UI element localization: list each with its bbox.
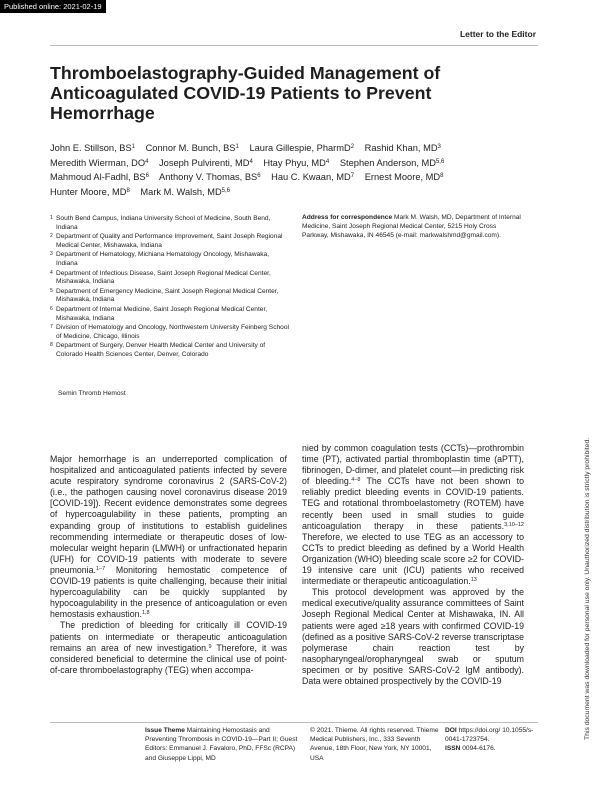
affiliation-item: 8 Department of Surgery, Denver Health Medical Center and University of Colorado Health Sciences Center, Denver, Colorado (50, 342, 266, 358)
author-name: Htay Phyu, $MD^4$ (263, 157, 330, 168)
article-title: Thromboelastography-Guided Management of Anticoagulated COVID-19 Patients to Prevent Hemorrhage (50, 63, 441, 123)
body-column-right (302, 443, 524, 687)
affiliation-item: 4 Department of Infectious Disease, Saint Joseph Regional Medical Center, Mishawaka, Indiana (50, 269, 271, 286)
affiliation-list (50, 215, 290, 361)
citation-ref[interactable]: 13 (470, 577, 477, 584)
copyright-notice: © 2021. Thieme. All rights reserved. Thieme Medical Publishers, Inc., 333 Seventh Avenue, 18th Floor, New York, NY 10001, USA (310, 727, 439, 762)
affiliation-item: 3 Department of Hematology, Michiana Hematology Oncology, Mishawaka, Indiana (50, 251, 270, 267)
affiliation-item: 5 Department of Emergency Medicine, Saint Joseph Regional Medical Center, Mishawaka, Indiana (50, 287, 279, 304)
doi-issn-block: DOI https://doi.org/ 10.1055/s-0041-1723754. ISSN 0094-6176. (445, 727, 534, 753)
citation-ref[interactable]: 9 (208, 643, 212, 650)
issue-theme: Issue Theme Maintaining Hemostasis and Preventing Thrombosis in COVID-19—Part II; Guest Editors: Emmanuel J. Favaloro, PhD, FFSc (RCPA) and Giuseppe Lippi, MD (145, 727, 298, 762)
section-label: Letter to the Editor (459, 29, 536, 39)
doi-link[interactable]: https://doi.org/ 10.1055/s-0041-1723754. (445, 727, 534, 744)
affiliation-item: 1 South Bend Campus, Indiana University School of Medicine, South Bend, Indiana (50, 215, 271, 231)
author-name: Stephen Anderson, MD$^{5,6}$ (339, 157, 445, 168)
header-divider (50, 45, 538, 46)
body-column-left (50, 454, 287, 676)
published-online-banner: Published online: 2021-02-19 (0, 0, 106, 13)
affiliation-item: 2 Department of Quality and Performance Improvement, Saint Joseph Regional Medical Center, Mishawaka, Indiana (50, 233, 283, 249)
journal-name: Semin Thromb Hemost (58, 390, 126, 397)
author-name: Joseph Pulvirenti, $MD^4$ (159, 157, 253, 168)
body-paragraph: Major hemorrhage is an underreported complication of hospitalized and anticoagulated patients infected by severe acute respiratory syndrome coronavirus 2 (SARS-CoV-2) (i.e., the pathogen causing novel coronavirus disease 2019 [COVID-19]). Recent evidence demonstrates some degrees of hypercoagulability in these patients, prompting an expanding group of institutions to establish guidelines recommending intermediate or therapeutic doses of low-molecular weight heparin (LMWH) or unfractionated heparin (UFH) for COVID-19 patients with moderate to severe pneumonia.$^{1-7}$ Monitoring hemostatic competence of COVID-19 patients is quite challenging, because their initial hypercoagulability can be quickly supplanted by hypocoagulability in the presence of anticoagulation or even hemostasis exhaustion.$^{1,8}$ (50, 454, 287, 620)
correspondence-label: Address for correspondence (302, 214, 393, 221)
author-name: Meredith Wierman, $DO^4$ (50, 157, 149, 168)
correspondence-text: Mark M. Walsh, MD, Department of Internal Medicine, Saint Joseph Regional Medical Center, 5215 Holy Cross Parkway, Mishawaka, IN 46545 (e-mail: markwalshmd@gmail.com). (302, 214, 521, 239)
author-name: Hunter Moore, $MD^8$ (50, 186, 130, 197)
citation-ref[interactable]: 3,10–12 (504, 521, 524, 528)
body-paragraph: This protocol development was approved by the medical executive/quality assurance committees of Saint Joseph Regional Medical Center at Mishawaka, IN. All patients were aged ≥18 years with confirmed COVID-19 (defined as a positive SARS-CoV-2 reverse transcriptase polymerase chain reaction test by nasopharyngeal/oropharyngeal swab or sputum specimen or by positive SARS-CoV-2 IgM antibody). Data were obtained prospectively by the COVID-19 (302, 587, 524, 686)
author-list (50, 141, 520, 199)
author-name: Rashid Khan, $MD^3$ (364, 143, 441, 153)
author-name: Ernest Moore, $MD^8$ (364, 172, 444, 183)
citation-ref[interactable]: 4–8 (351, 477, 361, 484)
body-paragraph: The prediction of bleeding for critically ill COVID-19 patients on intermediate or therapeutic anticoagulation remains an area of new investigation.$^9$ Therefore, it was considered beneficial to determine the clinical use of point-of-care thromboelastography (TEG) when accompa- (50, 620, 287, 675)
author-name: Mark M. Walsh, MD$^{5,6}$ (140, 186, 231, 197)
affiliation-item: 6 Department of Internal Medicine, Saint Joseph Regional Medical Center, Mishawaka, Indiana (50, 305, 268, 322)
author-name: John E. Stillson, $BS^1$ (50, 143, 135, 153)
citation-ref[interactable]: 1,8 (141, 610, 150, 617)
author-name: Laura Gillespie, PharmD$^2$ (249, 143, 355, 153)
author-name: Connor M. Bunch, $BS^1$ (145, 143, 239, 153)
author-name: Anthony V. Thomas, $BS^6$ (159, 172, 261, 183)
author-name: Hau C. Kwaan, $MD^7$ (271, 172, 355, 183)
download-notice: This document was downloaded for personal use only. Unauthorized distribution is strictly prohibited. (584, 437, 591, 740)
body-paragraph: nied by common coagulation tests (CCTs)—prothrombin time (PT), activated partial thromboplastin time (aPTT), fibrinogen, D-dimer, and platelet count—in predicting risk of bleeding.$^{4-8}$ The CCTs have not been shown to reliably predict bleeding events in COVID-19 patients. TEG and rotational thromboelastometry (ROTEM) have recently been used in small studies to guide anticoagulation therapy in these patients.$^{3,10-12}$ Therefore, we elected to use TEG as an accessory to CCTs to predict bleeding as defined by a World Health Organization (WHO) bleeding scale score ≥2 for COVID-19 intensive care unit (ICU) patients who received intermediate or therapeutic anticoagulation.$^{13}$ (302, 443, 524, 587)
citation-ref[interactable]: 1–7 (95, 565, 106, 572)
affiliation-item: 7 Division of Hematology and Oncology, Northwestern University Feinberg School of Medicine, Chicago, Illinois (50, 324, 289, 340)
author-name: Mahmoud Al-Fadhl, $BS^6$ (50, 172, 149, 183)
correspondence-address (302, 214, 524, 240)
footer-divider (50, 722, 538, 723)
